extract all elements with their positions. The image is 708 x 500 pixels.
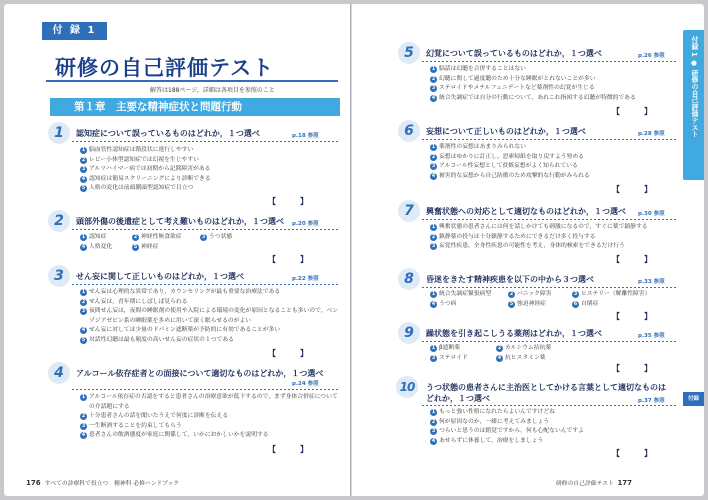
option-item (430, 233, 648, 243)
answer-box[interactable]: 【 】 (612, 185, 652, 194)
question-underline (422, 287, 678, 288)
option-list (80, 288, 342, 346)
option-text: 強迫神経症 (517, 300, 546, 307)
option-text: 認知症 (89, 234, 107, 240)
option-item (430, 242, 648, 252)
title-note: 解答は188ページ，詳細は各項目を参照のこと (150, 87, 275, 94)
option-item (80, 431, 342, 441)
option-text: せん妄は，青年期にしばしば見られる (89, 298, 188, 305)
footer-text: 研修の自己評価テスト (556, 481, 614, 487)
answer-box[interactable]: 【 】 (612, 107, 652, 116)
option-item (430, 437, 584, 447)
option-item (430, 344, 488, 354)
option-number: 3 (431, 86, 436, 92)
question-text: 頭部外傷の後遺症として考え難いものはどれか，１つ選べ (76, 217, 284, 226)
footer-right (556, 478, 636, 487)
option-text: カルシウム拮抗薬 (505, 345, 552, 351)
option-text: もっと強い性格になれたらよいんですけどね (439, 409, 555, 415)
option-text: 統合失調症緊張病型 (439, 291, 492, 297)
option-text: 妄覚性疾患，全身性疾患の可能性を考え，身体的検索をできるだけ行う (439, 243, 625, 250)
option-item (572, 290, 672, 300)
option-text: ヒステリー（解離性障害） (581, 291, 651, 297)
answer-box[interactable]: 【 】 (612, 364, 652, 373)
question-reference: p.35 参照 (638, 333, 665, 339)
question-reference: p.22 参照 (292, 276, 319, 282)
option-number: 2 (431, 419, 436, 425)
side-index-tab-small[interactable]: 付録 (683, 392, 704, 406)
page-title: 研修の自己評価テスト (55, 56, 275, 80)
option-text: 幻聴に関して過度聴のため十分な睡眠がとれないことが多い (439, 75, 596, 82)
chapter-heading: 第１章 主要な精神症状と問題行動 (50, 98, 340, 116)
option-number: 1 (431, 292, 436, 297)
answer-box[interactable]: 【 】 (612, 312, 652, 321)
option-text: 薬剤性の妄想はあまりみられない (439, 144, 526, 150)
question-text-line-1: うつ状態の患者さんに主治医としてかける言葉として適切なものは (426, 383, 666, 392)
option-list (430, 408, 584, 446)
option-text: 抗ヒスタミン薬 (505, 354, 546, 361)
option-number: 3 (81, 167, 86, 173)
option-number: 1 (431, 346, 436, 351)
option-text: うつ状態 (209, 234, 233, 240)
option-item (200, 233, 260, 243)
option-text: 人格変化 (89, 243, 113, 250)
option-text: アルツハイマー病では初期から記銘障害がある (89, 166, 211, 173)
option-item (430, 172, 590, 182)
option-text: 脳話は幻聴を合併することはない (439, 66, 526, 72)
option-number: 1 (81, 235, 86, 240)
question-number: 2 (48, 210, 70, 232)
option-number: 1 (81, 148, 86, 153)
option-text: レビー小体型認知症では幻視を生じやすい (89, 156, 199, 163)
question-number: 9 (398, 322, 420, 344)
question-underline (72, 141, 340, 142)
question-underline (72, 389, 340, 390)
answer-box[interactable]: 【 】 (612, 255, 652, 264)
question-underline (422, 405, 678, 406)
option-item (430, 84, 636, 94)
answer-box[interactable]: 【 】 (268, 445, 308, 454)
question-reference: p.28 参照 (638, 131, 665, 137)
option-text: 認知症は簡易スクリーニングにより診断できる (89, 175, 211, 182)
option-text: 被害的な妄想から自己防衛のため攻撃的な行動がみられる (439, 172, 590, 179)
option-item (80, 326, 342, 336)
question-reference: p.30 参照 (638, 211, 665, 217)
option-number: 5 (81, 337, 86, 343)
option-item (496, 344, 576, 354)
option-text: 鎮静薬の投与は十分鎮静するためにできるだけ多く投与する (439, 233, 596, 240)
option-item (430, 354, 488, 364)
option-item (430, 143, 590, 153)
option-number: 4 (81, 433, 86, 439)
question-text: 躁状態を引き起こしうる薬剤はどれか，１つ選べ (426, 329, 602, 338)
option-number: 1 (431, 225, 436, 230)
option-item (572, 300, 672, 310)
option-item (508, 300, 564, 310)
option-number: 4 (81, 328, 86, 334)
option-number: 4 (431, 95, 436, 101)
option-text: 十分患者さんの話を聞いたうえで何度に診断を伝える (89, 413, 229, 420)
question-reference: p.20 参照 (292, 221, 319, 227)
option-text: あせらずに休養して，治療をしましょう (439, 437, 544, 444)
question-underline (422, 341, 678, 342)
option-list (80, 393, 342, 441)
option-item (80, 165, 211, 175)
question-text: 昏迷をきたす精神疾患を以下の中から３つ選べ (426, 275, 594, 284)
option-item (430, 94, 636, 104)
page-number: 176 (26, 479, 41, 487)
page-number: 177 (617, 479, 633, 487)
title-rule (46, 80, 338, 82)
option-number: 2 (133, 235, 138, 240)
option-text: 一生断酒することを約束してもらう (89, 422, 182, 429)
option-list (80, 146, 211, 194)
option-number: 5 (133, 244, 138, 250)
option-item (508, 290, 564, 300)
option-item (430, 418, 584, 428)
option-text: アルコール依存症の否認をすると患者さんの治療意欲が低下するので，まず身体合併症についての介話題にする (89, 394, 338, 410)
option-text: 統合失調症では自分の行動について，あれこれ指図する幻聴が特徴的である (439, 94, 636, 101)
option-text: せん妄は心理的な異常であり，カウンセリングが最も重要な治療法である (89, 289, 281, 295)
question-reference: p.33 参照 (638, 279, 665, 285)
option-list (430, 65, 636, 103)
question-number: 1 (48, 122, 70, 144)
option-number: 5 (509, 301, 514, 307)
option-number: 1 (431, 145, 436, 150)
option-item (80, 298, 342, 308)
question-text: せん妄に関して正しいものはどれか，１つ選べ (76, 272, 244, 281)
option-text: 何が原因なのか，一緒に考えてみましょう (439, 418, 550, 425)
option-number: 4 (431, 438, 436, 444)
question-text: 認知症について誤っているものはどれか，１つ選べ (76, 129, 260, 138)
option-number: 3 (81, 423, 86, 429)
answer-box[interactable]: 【 】 (268, 197, 308, 206)
option-text: パニック障害 (517, 291, 552, 297)
question-reference: p.26 参照 (638, 53, 665, 59)
question-underline (422, 219, 678, 220)
option-number: 3 (431, 164, 436, 170)
option-number: 1 (81, 290, 86, 295)
answer-box[interactable]: 【 】 (268, 349, 308, 358)
option-list (430, 143, 590, 181)
option-text: 妄想はゆかりに訂正し，思索帰紙を取り戻すよう努める (439, 153, 584, 160)
option-number: 3 (431, 429, 436, 435)
option-text: 夜間せん妄は，夜間の睡眠剤の使用や入院による環境の変化が原因となることも多いので，ベンゾジアゼピン系の睡眠薬を多めに用いて深く眠らせるのがよい (89, 308, 339, 324)
question-text: 妄想について正しいものはどれか，１つ選べ (426, 127, 586, 136)
option-number: 2 (497, 346, 502, 351)
answer-box[interactable]: 【 】 (268, 255, 308, 264)
option-text: つらいと思うのは錯覚ですから，何も心配ないんですよ (439, 428, 584, 435)
appendix-label: 付 録 1 (42, 22, 107, 40)
question-underline (72, 284, 340, 285)
option-item (430, 408, 584, 418)
option-number: 6 (573, 301, 578, 307)
option-item (430, 153, 590, 163)
question-reference: p.24 参照 (292, 381, 319, 387)
question-number: 7 (398, 200, 420, 222)
option-list (80, 233, 260, 252)
question-number: 8 (398, 268, 420, 290)
option-number: 2 (509, 292, 514, 297)
option-text: うつ病 (439, 300, 457, 307)
option-number: 2 (81, 299, 86, 305)
option-item (80, 233, 124, 243)
option-item (80, 175, 211, 185)
side-index-tab[interactable]: 付録 1 ● 研修の自己評価テスト (683, 30, 704, 180)
footer-left (26, 478, 179, 487)
option-text: ステロイド (439, 354, 468, 361)
option-number: 2 (431, 234, 436, 240)
question-underline (72, 229, 340, 230)
option-text: 興奮状態の患者さんには何を話しかけても刺激になるので，すぐに薬で鎮静する (439, 224, 648, 230)
option-item (80, 184, 211, 194)
option-text: ステロイドやメチルフェニデートなど薬剤性の幻覚が生じる (439, 85, 595, 92)
option-item (80, 336, 342, 346)
option-text: β遮断薬 (439, 345, 461, 351)
option-list (430, 290, 672, 309)
option-item (80, 156, 211, 166)
option-number: 4 (431, 301, 436, 307)
option-text: せん妄に対しては少量のドパミン遮断薬が予防的に有効であることが多い (89, 327, 281, 334)
option-number: 3 (81, 309, 86, 315)
option-text: 人格の変化は前頭側頭型認知症で目立つ (89, 185, 194, 192)
question-underline (422, 139, 678, 140)
option-item (80, 288, 342, 298)
option-item (430, 290, 500, 300)
option-number: 2 (81, 157, 86, 163)
option-number: 4 (81, 176, 86, 182)
option-text: 脳血管性認知症は階段状に進行しやすい (89, 147, 194, 153)
question-text: 幻覚について誤っているものはどれか，１つ選べ (426, 49, 602, 58)
question-number: 6 (398, 120, 420, 142)
option-text: 対話性幻聴は最も頻度の高いせん妄の症状の１つである (89, 336, 234, 343)
option-text: 自閉症 (581, 300, 599, 307)
option-text: アルコール性妄想として貧嫉妄想がよく知られている (439, 163, 578, 170)
option-item (80, 146, 211, 156)
option-item (430, 300, 500, 310)
option-item (496, 354, 576, 364)
footer-text: すべての診療科で役立つ 精神科 必修ハンドブック (44, 481, 180, 487)
option-number: 4 (81, 244, 86, 250)
option-list (430, 223, 648, 252)
option-item (80, 243, 124, 253)
option-list (430, 344, 576, 363)
question-number: 5 (398, 42, 420, 64)
option-item (430, 223, 648, 233)
question-text-line-2: どれか，１つ選べ (426, 394, 490, 403)
option-item (430, 427, 584, 437)
question-reference: p.18 参照 (292, 133, 319, 139)
option-item (430, 65, 636, 75)
option-number: 1 (431, 67, 436, 72)
question-reference: p.37 参照 (638, 398, 665, 404)
option-text: 神経症 (141, 243, 159, 250)
option-number: 3 (431, 355, 436, 361)
option-number: 5 (81, 186, 86, 192)
option-number: 3 (573, 292, 578, 297)
question-underline (422, 61, 678, 62)
question-number: 10 (396, 376, 418, 398)
question-text: アルコール依存症者との面接について適切なものはどれか，１つ選べ (76, 369, 324, 378)
option-item (132, 233, 192, 243)
question-number: 3 (48, 265, 70, 287)
option-item (430, 162, 590, 172)
option-number: 1 (431, 410, 436, 415)
option-number: 2 (431, 154, 436, 160)
option-item (132, 243, 192, 253)
option-item (80, 422, 342, 432)
option-item (80, 412, 342, 422)
option-number: 3 (431, 244, 436, 250)
option-text: 神経性無食欲症 (141, 234, 182, 240)
option-item (80, 307, 342, 326)
option-item (80, 393, 342, 412)
answer-box[interactable]: 【 】 (612, 449, 652, 458)
option-number: 2 (81, 414, 86, 420)
question-text: 興奮状態への対応として適切なものはどれか，１つ選べ (426, 207, 626, 216)
question-number: 4 (48, 362, 70, 384)
option-number: 3 (201, 235, 206, 240)
option-number: 2 (431, 76, 436, 82)
option-text: 患者さんの飲酒態度が家庭に関係して，いかにおかしいかを説明する (89, 432, 269, 439)
option-number: 1 (81, 395, 86, 400)
option-number: 4 (431, 173, 436, 179)
option-item (430, 75, 636, 85)
option-number: 4 (497, 355, 502, 361)
